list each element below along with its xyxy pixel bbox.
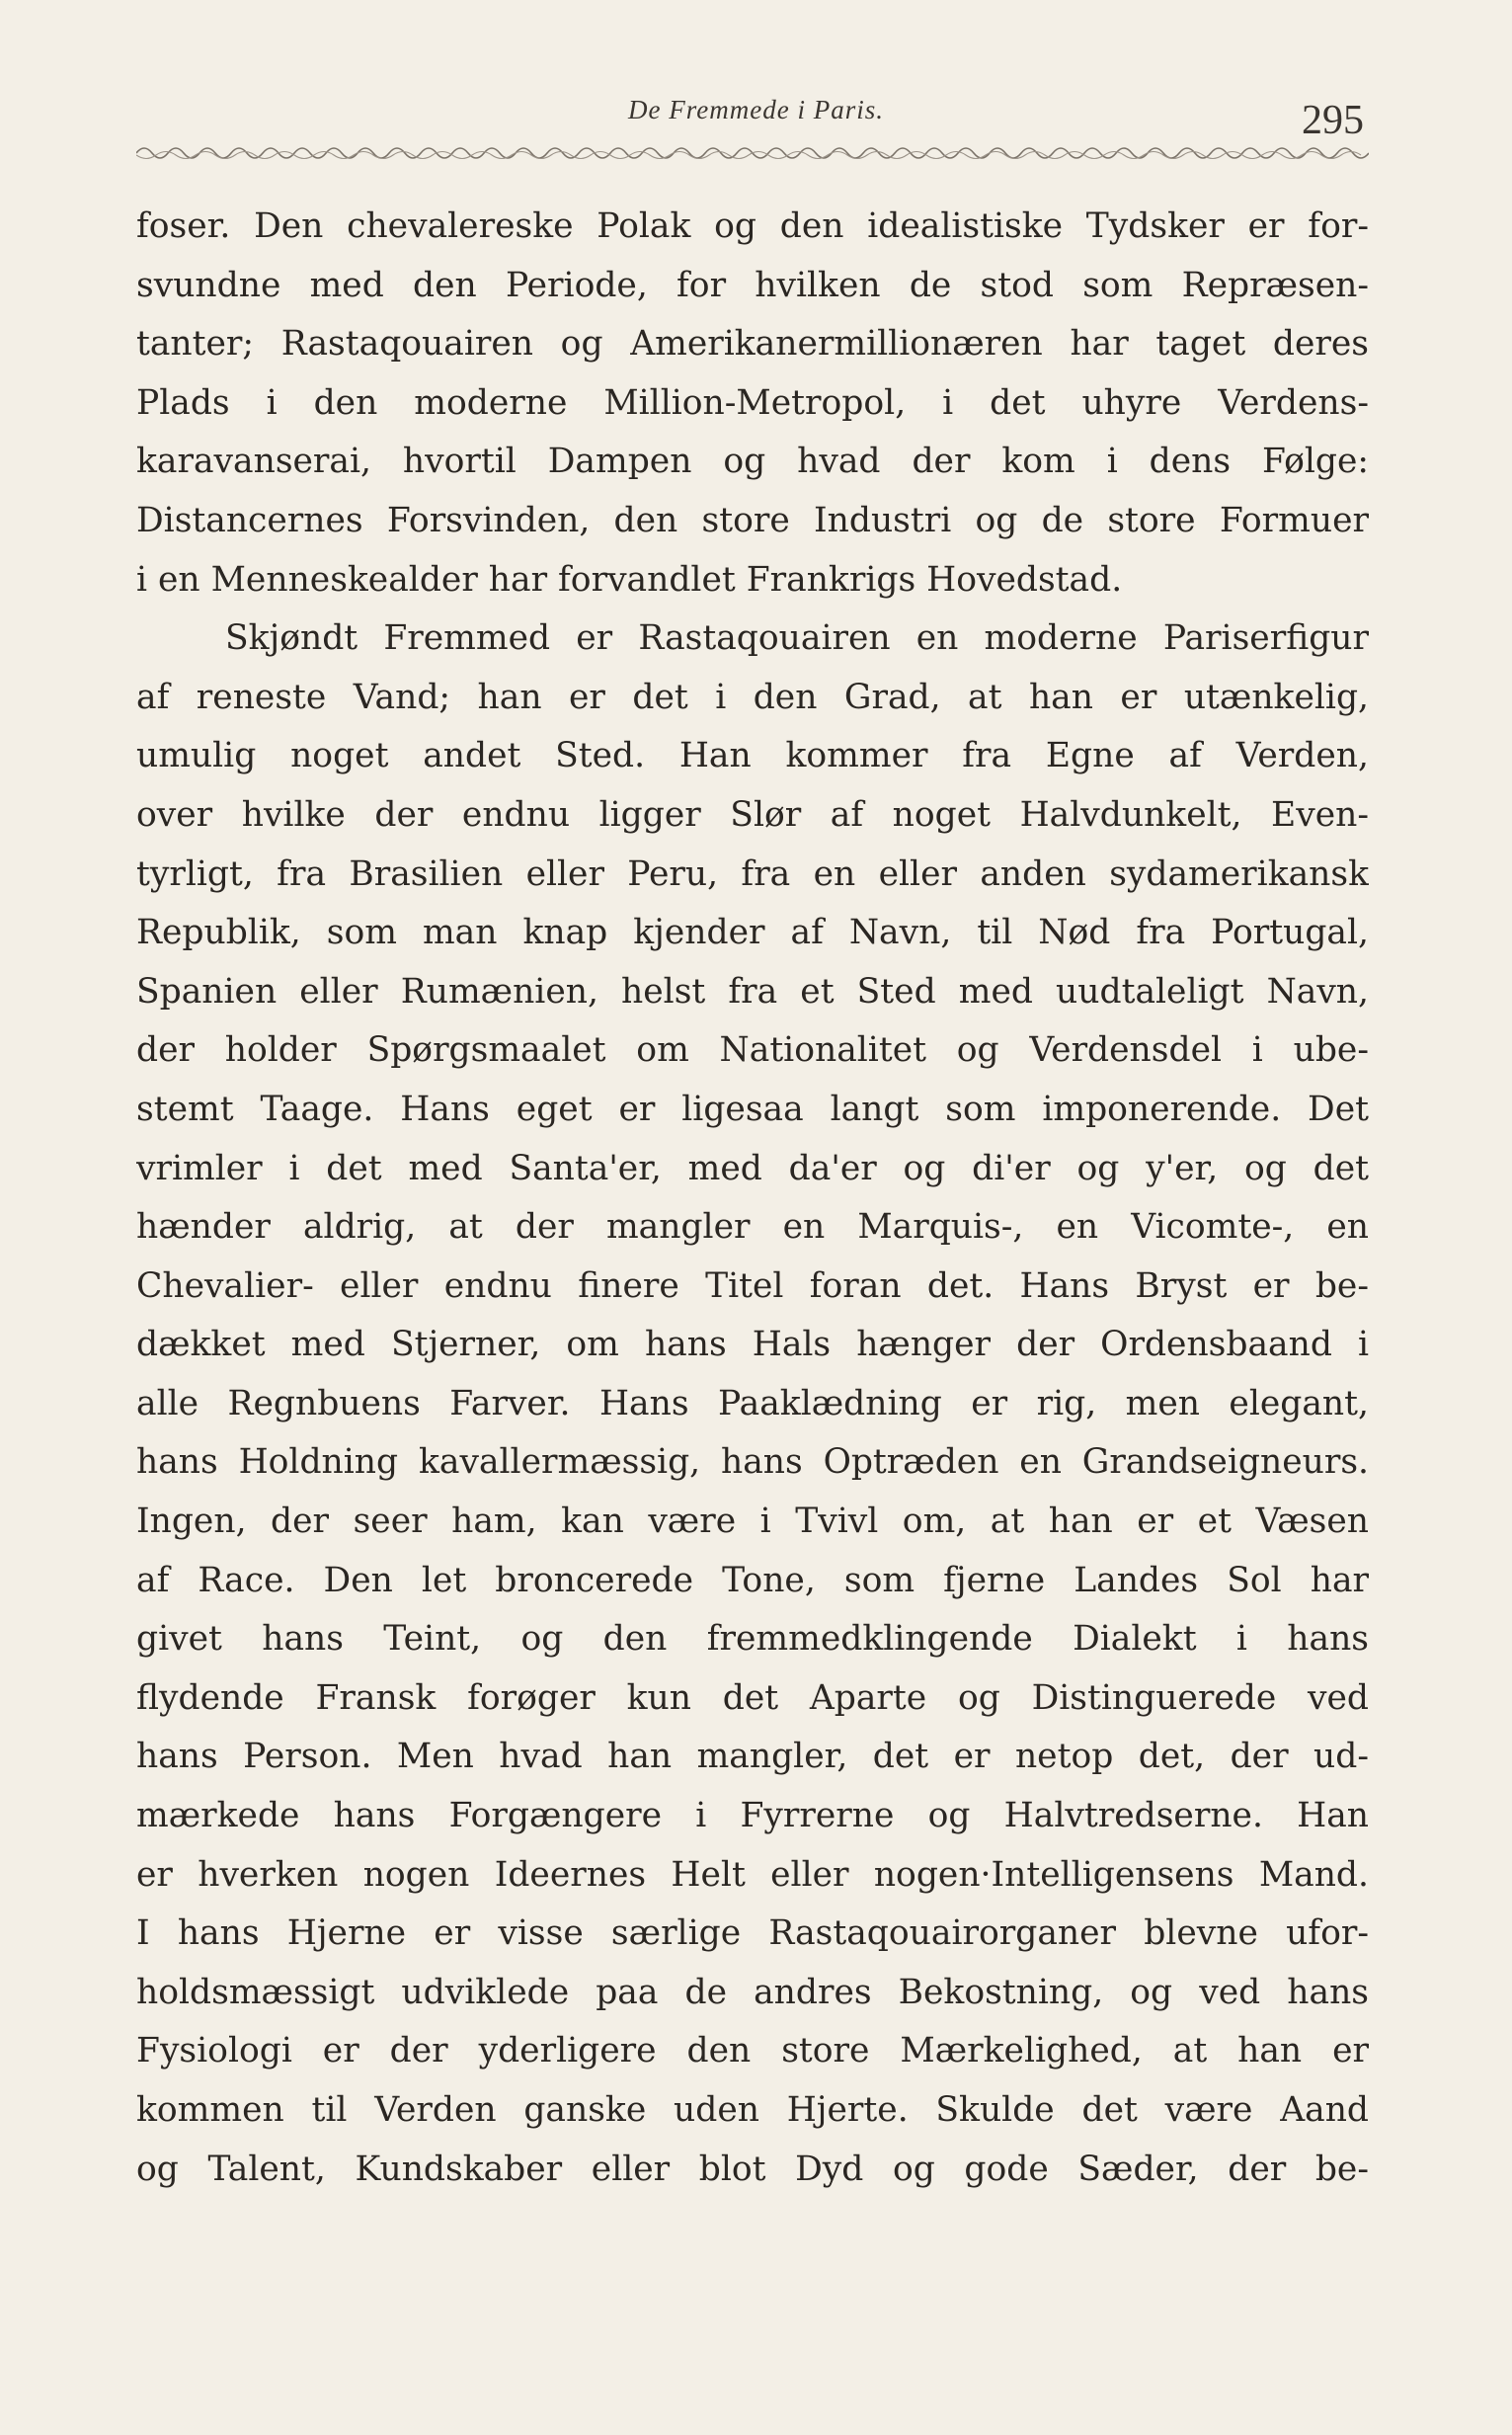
text-line: Distancernes Forsvinden, den store Industri og de store Formuer (136, 500, 1369, 540)
text-line: holdsmæssigt udviklede paa de andres Bekostning, og ved hans (136, 1972, 1369, 2012)
text-line: vrimler i det med Santa'er, med da'er og di'er og y'er, og det (136, 1148, 1369, 1188)
text-line: i en Menneskealder har forvandlet Frankrigs Hovedstad. (136, 559, 1123, 600)
text-line: over hvilke der endnu ligger Slør af noget Halvdunkelt, Even- (136, 794, 1369, 835)
text-line: og Talent, Kundskaber eller blot Dyd og gode Sæder, der be- (136, 2149, 1369, 2189)
text-line: svundne med den Periode, for hvilken de stod som Repræsen- (136, 265, 1369, 305)
text-line: Fysiologi er der yderligere den store Mærkelighed, at han er (136, 2031, 1369, 2071)
text-line: I hans Hjerne er visse særlige Rastaqouairorganer blevne ufor- (136, 1913, 1369, 1954)
text-line: Republik, som man knap kjender af Navn, til Nød fra Portugal, (136, 913, 1369, 953)
page-number: 295 (1302, 98, 1364, 143)
text-line: mærkede hans Forgængere i Fyrrerne og Halvtredserne. Han (136, 1796, 1369, 1836)
ornamental-rule (136, 138, 1369, 168)
text-line: karavanserai, hvortil Dampen og hvad der kom i dens Følge: (136, 442, 1369, 482)
body-text (136, 198, 1369, 2199)
text-line: Ingen, der seer ham, kan være i Tvivl om, at han er et Væsen (136, 1502, 1369, 1542)
text-line: Skjøndt Fremmed er Rastaqouairen en moderne Pariserfigur (225, 618, 1369, 659)
text-line: af reneste Vand; han er det i den Grad, at han er utænkelig, (136, 677, 1369, 717)
text-line: alle Regnbuens Farver. Hans Paaklædning er rig, men elegant, (136, 1383, 1369, 1423)
text-line: af Race. Den let broncerede Tone, som fjerne Landes Sol har (136, 1560, 1369, 1600)
text-line: dækket med Stjerner, om hans Hals hænger der Ordensbaand i (136, 1325, 1369, 1365)
text-line: hans Holdning kavallermæssig, hans Optræden en Grandseigneurs. (136, 1442, 1369, 1483)
text-line: tyrligt, fra Brasilien eller Peru, fra en eller anden sydamerikansk (136, 853, 1369, 894)
text-line: der holder Spørgsmaalet om Nationalitet og Verdensdel i ube- (136, 1030, 1369, 1071)
text-line: Plads i den moderne Million-Metropol, i det uhyre Verdens- (136, 382, 1369, 423)
text-line: er hverken nogen Ideernes Helt eller nogen·Intelligensens Mand. (136, 1854, 1369, 1895)
text-line: foser. Den chevalereske Polak og den idealistiske Tydsker er for- (136, 206, 1369, 246)
text-line: givet hans Teint, og den fremmedklingende Dialekt i hans (136, 1619, 1369, 1660)
text-line: kommen til Verden ganske uden Hjerte. Skulde det være Aand (136, 2090, 1369, 2130)
text-line: umulig noget andet Sted. Han kommer fra Egne af Verden, (136, 736, 1369, 776)
text-line: hænder aldrig, at der mangler en Marquis-, en Vicomte-, en (136, 1207, 1369, 1248)
text-line: Chevalier- eller endnu finere Titel foran det. Hans Bryst er be- (136, 1265, 1369, 1306)
running-title: De Fremmede i Paris. (628, 95, 884, 124)
text-line: Spanien eller Rumænien, helst fra et Sted med uudtaleligt Navn, (136, 971, 1369, 1012)
text-line: flydende Fransk forøger kun det Aparte og Distinguerede ved (136, 1677, 1369, 1718)
text-line: stemt Taage. Hans eget er ligesaa langt som imponerende. Det (136, 1089, 1369, 1129)
text-line: tanter; Rastaqouairen og Amerikanermillionæren har taget deres (136, 324, 1369, 365)
text-line: hans Person. Men hvad han mangler, det er netop det, der ud- (136, 1737, 1369, 1777)
